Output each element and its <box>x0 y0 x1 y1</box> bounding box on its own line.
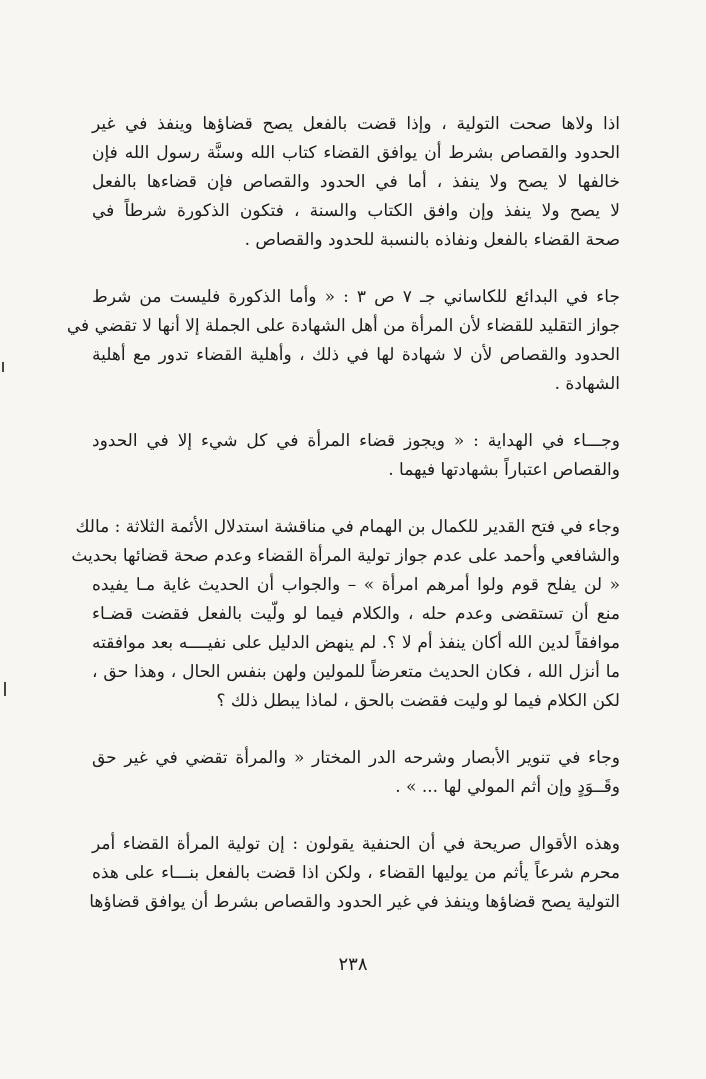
paragraph <box>92 110 620 255</box>
text-line: ما أنزل الله ، فكان الحديث متعرضاً للمولين ولهن بنفس الحال ، وهذا حق ، <box>92 662 620 682</box>
left-edge-mark-bottom <box>4 682 6 696</box>
left-edge-mark-top <box>2 362 4 372</box>
text-line: لكن الكلام فيما لو وليت فقضت بالحق ، لماذا يبطل ذلك ؟ <box>216 691 620 711</box>
text-line: والشافعي وأحمد على عدم جواز تولية المرأة القضاء وعدم صحة قضائها بحديث <box>71 546 620 566</box>
text-line: وهذه الأقوال صريحة في أن الحنفية يقولون : إن تولية المرأة القضاء أمر <box>92 834 620 854</box>
text-line: الشهادة . <box>554 374 620 394</box>
text-line: وجاء في فتح القدير للكمال بن الهمام في مناقشة استدلال الأئمة الثلاثة : مالك <box>75 517 620 537</box>
paragraph <box>71 513 620 716</box>
paragraph <box>92 744 620 802</box>
text-line: وجاء في تنوير الأبصار وشرحه الدر المختار « والمرأة تقضي في غير حق <box>92 748 620 768</box>
text-line: والقصاص اعتباراً بشهادتها فيهما . <box>388 460 620 480</box>
text-line: منع أن تستقضى وعدم حله ، والكلام فيما لو ولّيت بالفعل فقضت قضـاء <box>92 604 620 624</box>
paragraph <box>89 830 620 917</box>
text-line: موافقاً لدين الله أكان ينفذ أم لا ؟. لم ينهض الدليل على نفيــــه بعد موافقته <box>92 633 620 653</box>
text-line: خالفها لا يصح ولا ينفذ ، أما في الحدود والقصاص فإن قضاءها بالفعل <box>92 172 620 192</box>
text-line: اذا ولاها صحت التولية ، وإذا قضت بالفعل يصح قضاؤها وينفذ في غير <box>92 114 620 134</box>
page-body <box>66 110 620 945</box>
text-line: الحدود والقصاص بشرط أن يوافق القضاء كتاب الله وسنَّة رسول الله فإن <box>92 143 620 163</box>
text-line: « لن يفلح قوم ولوا أمرهم امرأة » – والجواب أن الحديث غاية مـا يفيده <box>92 575 620 595</box>
text-line: التولية يصح قضاؤها وينفذ في غير الحدود والقصاص بشرط أن يوافق قضاؤها <box>89 892 620 912</box>
text-line: وجـــاء في الهداية : « ويجوز قضاء المرأة في كل شيء إلا في الحدود <box>92 431 620 451</box>
paragraph <box>66 283 620 399</box>
text-line: محرم شرعاً يأثم من يوليها القضاء ، ولكن اذا قضت بالفعل بنـــاء على هذه <box>92 863 620 883</box>
text-line: جاء في البدائع للكاساني جـ ٧ ص ٣ : « وأما الذكورة فليست من شرط <box>92 287 620 307</box>
paragraph <box>92 427 620 485</box>
page-number: ٢٣٨ <box>338 954 368 975</box>
text-line: صحة القضاء بالفعل ونفاذه بالنسبة للحدود والقصاص . <box>244 230 620 250</box>
text-line: وقَــوَدٍ وإن أثم المولي لها ... » . <box>395 777 620 797</box>
text-line: الحدود والقصاص لأن لا شهادة لها في ذلك ، وأهلية القضاء تدور مع أهلية <box>92 345 620 365</box>
text-line: جواز التقليد للقضاء لأن المرأة من أهل الشهادة على الجملة إلا أنها لا تقضي في <box>66 316 620 336</box>
text-line: لا يصح ولا ينفذ وإن وافق الكتاب والسنة ، فتكون الذكورة شرطاً في <box>92 201 620 221</box>
